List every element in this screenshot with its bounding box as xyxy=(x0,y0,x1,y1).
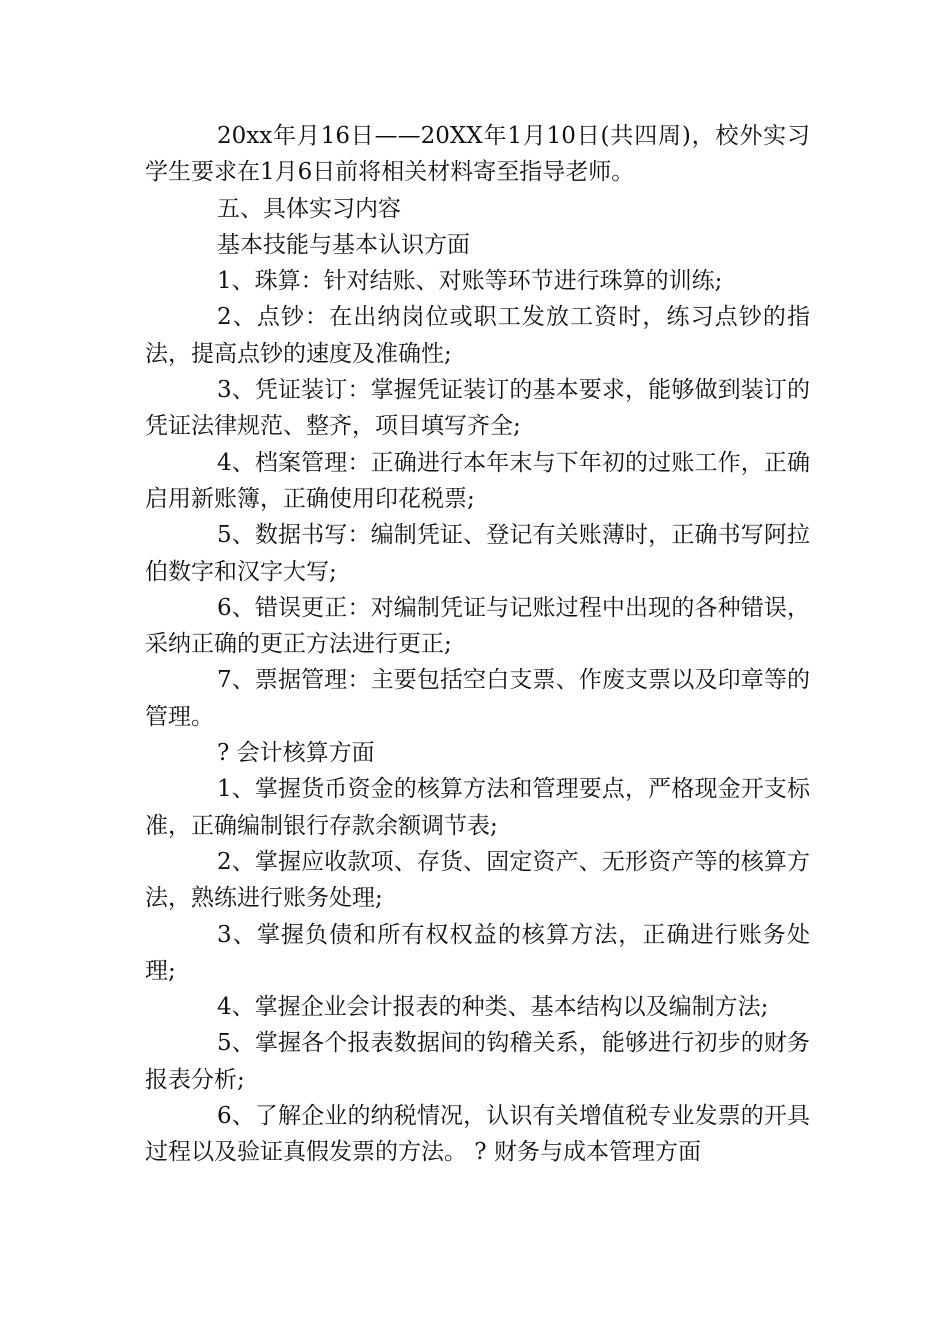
list-item-receivables: 2、掌握应收款项、存货、固定资产、无形资产等的核算方法，熟练进行账务处理; xyxy=(145,848,810,912)
list-item-archive-management: 4、档案管理：正确进行本年末与下年初的过账工作，正确启用新账簿，正确使用印花税票; xyxy=(145,449,810,512)
subheading-accounting: ? 会计核算方面 xyxy=(217,740,375,767)
list-item-data-writing: 5、数据书写：编制凭证、登记有关账薄时，正确书写阿拉伯数字和汉字大写; xyxy=(145,522,810,585)
list-item-cash-counting: 2、点钞：在出纳岗位或职工发放工资时，练习点钞的指法，提高点钞的速度及准确性; xyxy=(145,304,810,367)
list-item-voucher-binding: 3、凭证装订：掌握凭证装订的基本要求，能够做到装订的凭证法律规范、整齐，项目填写齐全; xyxy=(145,377,810,440)
document-body xyxy=(145,118,810,1171)
list-item-liabilities: 3、掌握负债和所有权权益的核算方法，正确进行账务处理; xyxy=(145,921,810,984)
list-item-tax: 6、了解企业的纳税情况，认识有关增值税专业发票的开具过程以及验证真假发票的方法。 ? 财务与成本管理方面 xyxy=(145,1103,810,1166)
subheading-basic-skills: 基本技能与基本认识方面 xyxy=(217,231,470,258)
paragraph-internship-schedule: 20xx年月16日——20XX年1月10日(共四周)，校外实习学生要求在1月6日前将相关材料寄至指导老师。 xyxy=(145,123,810,186)
list-item-statement-analysis: 5、掌握各个报表数据间的钩稽关系，能够进行初步的财务报表分析; xyxy=(145,1030,810,1093)
list-item-abacus: 1、珠算：针对结账、对账等环节进行珠算的训练; xyxy=(217,268,723,295)
list-item-error-correction: 6、错误更正：对编制凭证与记账过程中出现的各种错误，采纳正确的更正方法进行更正; xyxy=(145,594,810,658)
list-item-bill-management: 7、票据管理：主要包括空白支票、作废支票以及印章等的管理。 xyxy=(145,667,810,730)
list-item-monetary-funds: 1、掌握货币资金的核算方法和管理要点，严格现金开支标准，正确编制银行存款余额调节表; xyxy=(145,776,810,839)
section-heading-internship-content: 五、具体实习内容 xyxy=(217,195,401,222)
list-item-statements: 4、掌握企业会计报表的种类、基本结构以及编制方法; xyxy=(217,994,769,1021)
